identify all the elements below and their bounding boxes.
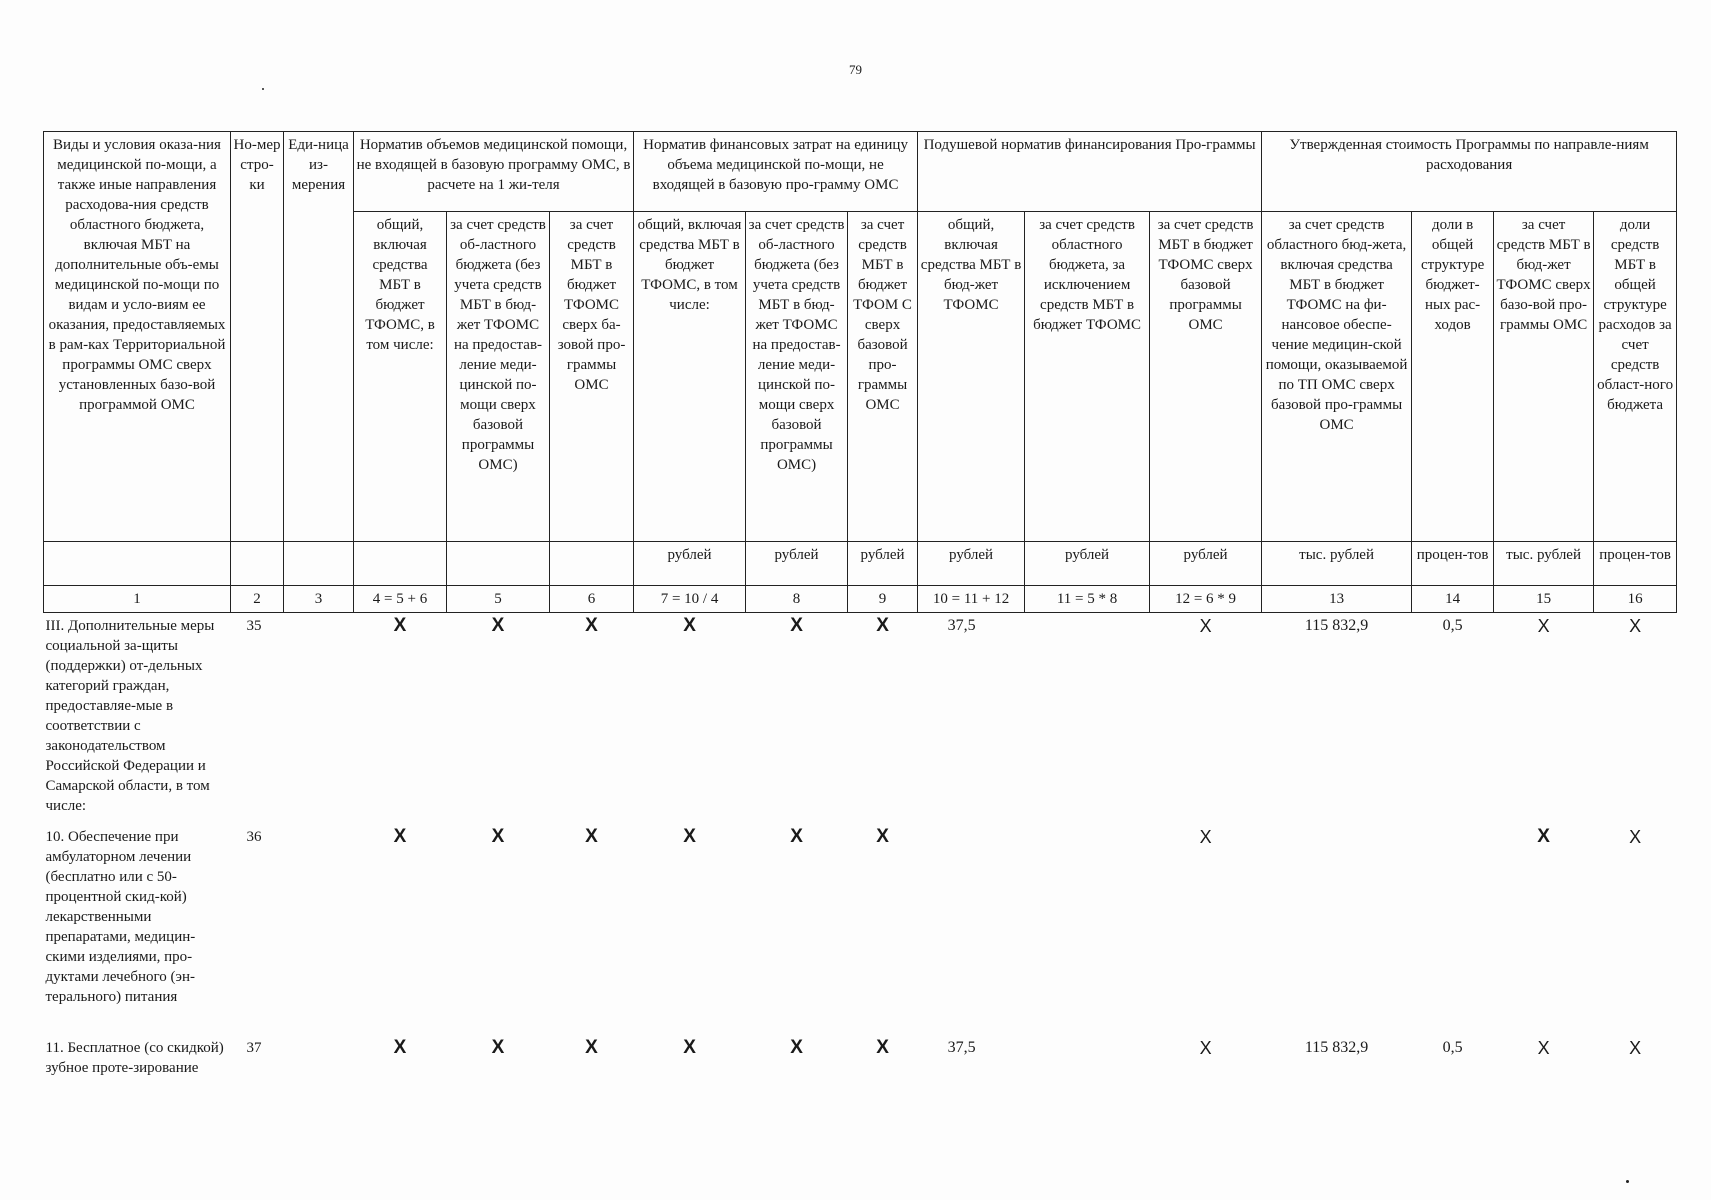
cell-share: [1412, 824, 1494, 1035]
header-approved-cost: Утвержденная стоимость Программы по направле-ниям расходования: [1262, 132, 1677, 212]
subheader-9: за счет средств МБТ в бюджет ТФОМ С сверх базовой про-граммы ОМС: [848, 212, 918, 542]
row-label: 10. Обеспечение при амбулаторном лечении (бесплатно или с 50-процентной скид-кой) лекарственными препаратами, медицин-скими изделиями, про-дуктами лечебного (эн-терального) питания: [45, 829, 196, 1005]
cell-x: X: [1537, 826, 1550, 847]
column-number: 8: [746, 586, 848, 613]
cell-x: X: [585, 826, 598, 847]
subheader-6: за счет средств МБТ в бюджет ТФОМС сверх ба-зовой про-граммы ОМС: [550, 212, 634, 542]
header-volume-norm: Норматив объемов медицинской помощи, не входящей в базовую программу ОМС, в расчете на 1 жи-теля: [354, 132, 634, 212]
subheader-8: за счет средств об-ластного бюджета (без учета средств МБТ в бюд-жет ТФОМС на предостав-ление меди-цинской по-мощи сверх базовой программы ОМС): [746, 212, 848, 542]
row-number: 35: [246, 618, 262, 634]
scan-speck: [262, 88, 264, 90]
header-per-capita-norm: Подушевой норматив финансирования Про-граммы: [918, 132, 1262, 212]
cell-x: X: [393, 1037, 407, 1058]
cell-x: X: [683, 615, 696, 636]
column-number: 3: [284, 586, 354, 613]
unit-cell: [44, 542, 231, 586]
table-row: [44, 824, 1677, 1035]
column-number: 12 = 6 * 9: [1150, 586, 1262, 613]
unit-cell: рублей: [1150, 542, 1262, 586]
cell-x: X: [1199, 1038, 1212, 1058]
subheader-5: за счет средств об-ластного бюджета (без учета средств МБТ в бюд-жет ТФОМС на предостав-ление меди-цинской по-мощи сверх базовой программы ОМС): [447, 212, 550, 542]
scan-speck: [1626, 1180, 1629, 1183]
unit-cell: рублей: [918, 542, 1025, 586]
unit-cell: [447, 542, 550, 586]
subheader-12: за счет средств МБТ в бюджет ТФОМС сверх базовой программы ОМС: [1150, 212, 1262, 542]
cell-regional: [1025, 613, 1150, 825]
cell-x: X: [1199, 616, 1212, 636]
cell-unit: [284, 824, 354, 1035]
cell-x: X: [491, 1037, 505, 1058]
unit-cell: рублей: [746, 542, 848, 586]
column-number: 11 = 5 * 8: [1025, 586, 1150, 613]
unit-cell: процен-тов: [1594, 542, 1677, 586]
program-cost-table: [43, 131, 1677, 1106]
subheader-16: доли средств МБТ в общей структуре расходов за счет средств област-ного бюджета: [1594, 212, 1677, 542]
cell-x: X: [1199, 827, 1212, 847]
cell-x: X: [683, 1037, 696, 1058]
cell-x: X: [1537, 1038, 1550, 1058]
row-label: 11. Бесплатное (со скидкой) зубное проте-зирование: [45, 1040, 224, 1076]
cell-x: X: [683, 826, 696, 847]
unit-cell: [231, 542, 284, 586]
column-number: 2: [231, 586, 284, 613]
cell-x: X: [1537, 616, 1550, 636]
table-row: [44, 1035, 1677, 1106]
column-number: 14: [1412, 586, 1494, 613]
header-cost-norm: Норматив финансовых затрат на единицу объема медицинской по-мощи, не входящей в базовую про-грамму ОМС: [634, 132, 918, 212]
subheader-4: общий, включая средства МБТ в бюджет ТФОМС, в том числе:: [354, 212, 447, 542]
cell-per-capita: [918, 824, 1025, 1035]
cell-x: X: [790, 615, 803, 636]
cell-x: X: [393, 615, 407, 636]
cell-regional: [1025, 824, 1150, 1035]
subheader-14: доли в общей структуре бюджет-ных рас-ходов: [1412, 212, 1494, 542]
unit-cell: процен-тов: [1412, 542, 1494, 586]
column-number: 13: [1262, 586, 1412, 613]
cell-x: X: [790, 826, 803, 847]
subheader-11: за счет средств областного бюджета, за исключением средств МБТ в бюджет ТФОМС: [1025, 212, 1150, 542]
unit-cell: [284, 542, 354, 586]
cell-share: 0,5: [1442, 617, 1463, 634]
cell-unit: [284, 613, 354, 825]
table-row: [44, 613, 1677, 825]
column-number: 15: [1494, 586, 1594, 613]
cell-x: X: [491, 615, 505, 636]
row-label: III. Дополнительные меры социальной за-щиты (поддержки) от-дельных категорий граждан, предоставляе-мые в соответствии с законодательством Российской Федерации и Самарской области, в том числе:: [45, 618, 215, 814]
cell-per-capita: 37,5: [947, 1039, 976, 1056]
subheader-10: общий, включая средства МБТ в бюд-жет ТФОМС: [918, 212, 1025, 542]
cell-x: X: [876, 615, 889, 636]
column-number: 10 = 11 + 12: [918, 586, 1025, 613]
unit-cell: рублей: [848, 542, 918, 586]
subheader-13: за счет средств областного бюд-жета, включая средства МБТ в бюджет ТФОМС на фи-нансовое обеспе-чение медицин-ской помощи, оказываемой по ТП ОМС сверх базовой про-граммы ОМС: [1262, 212, 1412, 542]
header-unit: Еди-ница из-мерения: [284, 132, 354, 542]
unit-cell: [354, 542, 447, 586]
unit-cell: тыс. рублей: [1494, 542, 1594, 586]
cell-approved-cost: 115 832,9: [1304, 1039, 1369, 1056]
cell-share: 0,5: [1442, 1039, 1463, 1056]
cell-x: X: [585, 615, 598, 636]
cell-x: X: [1629, 1038, 1642, 1058]
cell-x: X: [585, 1037, 598, 1058]
header-row-number: Но-мер стро-ки: [231, 132, 284, 542]
cell-per-capita: 37,5: [947, 617, 976, 634]
column-number: 7 = 10 / 4: [634, 586, 746, 613]
cell-x: X: [876, 826, 889, 847]
unit-cell: рублей: [1025, 542, 1150, 586]
cell-x: X: [1629, 827, 1642, 847]
page-number: 79: [849, 62, 862, 77]
unit-cell: [550, 542, 634, 586]
cell-x: X: [876, 1037, 889, 1058]
subheader-15: за счет средств МБТ в бюд-жет ТФОМС сверх базо-вой про-граммы ОМС: [1494, 212, 1594, 542]
column-number: 4 = 5 + 6: [354, 586, 447, 613]
header-types-of-care: Виды и условия оказа-ния медицинской по-мощи, а также иные направления расходова-ния средств областного бюджета, включая МБТ на дополнительные объ-емы медицинской по-мощи по видам и усло-виям ее оказания, предоставляемых в рам-ках Территориальной программы ОМС сверх установленных базо-вой программой ОМС: [44, 132, 231, 542]
column-number: 6: [550, 586, 634, 613]
unit-cell: тыс. рублей: [1262, 542, 1412, 586]
row-number: 37: [246, 1040, 262, 1056]
column-number: 9: [848, 586, 918, 613]
cell-regional: [1025, 1035, 1150, 1106]
subheader-7: общий, включая средства МБТ в бюджет ТФОМС, в том числе:: [634, 212, 746, 542]
cell-x: X: [491, 826, 505, 847]
column-number: 5: [447, 586, 550, 613]
row-number: 36: [246, 829, 262, 845]
column-number: 1: [44, 586, 231, 613]
cell-unit: [284, 1035, 354, 1106]
cell-approved-cost: 115 832,9: [1304, 617, 1369, 634]
cell-x: X: [790, 1037, 803, 1058]
cell-approved-cost: [1262, 824, 1412, 1035]
column-number: 16: [1594, 586, 1677, 613]
unit-cell: рублей: [634, 542, 746, 586]
cell-x: X: [1629, 616, 1642, 636]
cell-x: X: [393, 826, 407, 847]
